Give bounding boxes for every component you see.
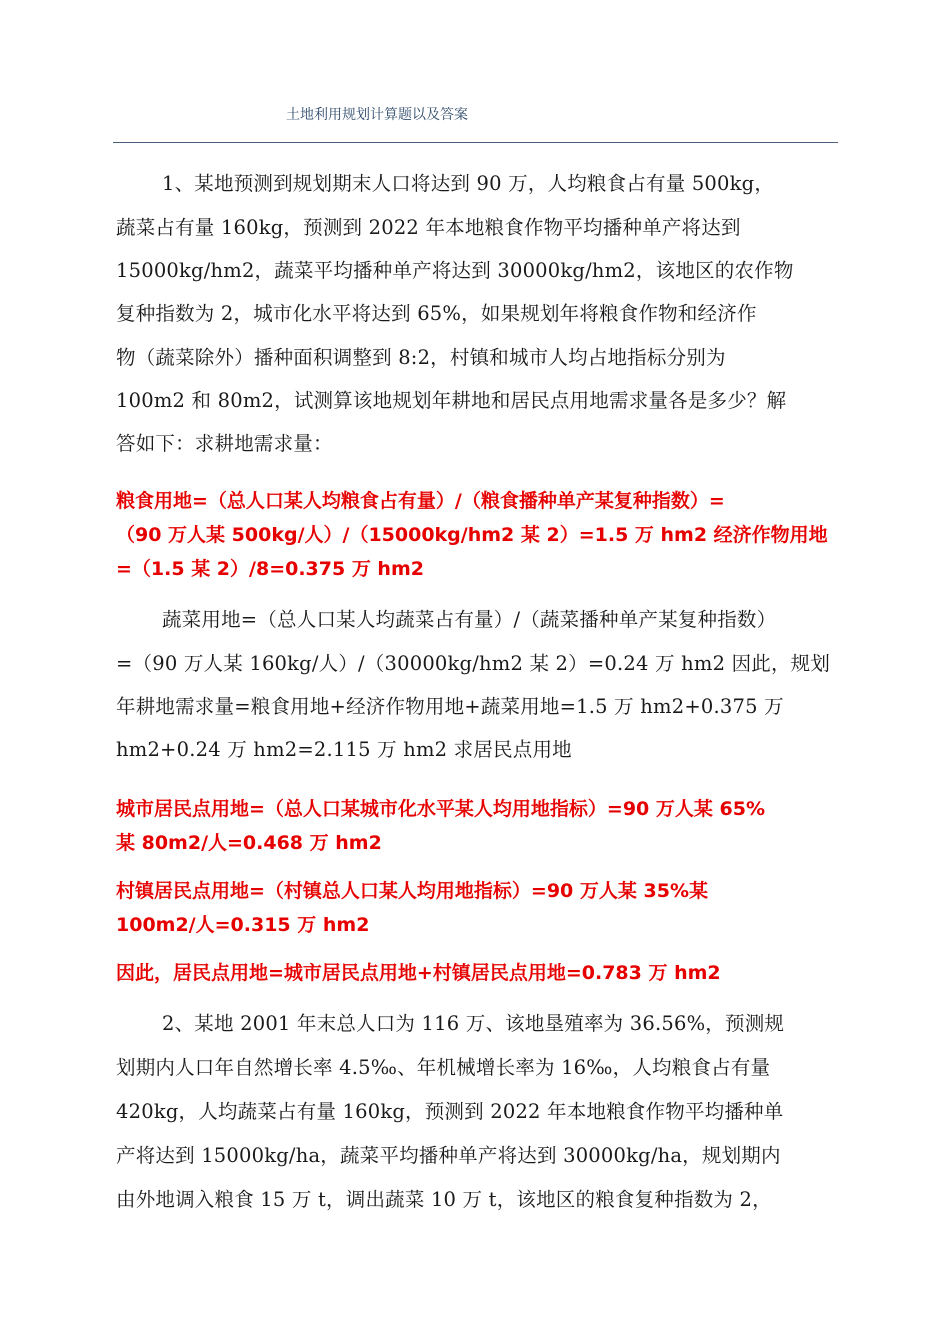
answer-line: 城市居民点用地=（总人口某城市化水平某人均用地指标）=90 万人某 65%: [116, 798, 765, 820]
question-2-line: 2、某地 2001 年末总人口为 116 万、该地垦殖率为 36.56%，预测规: [162, 1012, 785, 1035]
question-1-line: 15000kg/hm2，蔬菜平均播种单产将达到 30000kg/hm2，该地区的农作物: [116, 259, 794, 282]
question-1-line: 蔬菜占有量 160kg，预测到 2022 年本地粮食作物平均播种单产将达到: [116, 216, 741, 239]
answer-line: hm2+0.24 万 hm2=2.115 万 hm2 求居民点用地: [116, 738, 572, 761]
answer-line: 蔬菜用地=（总人口某人均蔬菜占有量）/（蔬菜播种单产某复种指数）: [162, 608, 777, 631]
answer-line: 年耕地需求量=粮食用地+经济作物用地+蔬菜用地=1.5 万 hm2+0.375 万: [116, 695, 784, 718]
answer-line: （90 万人某 500kg/人）/（15000kg/hm2 某 2）=1.5 万 hm2 经济作物用地: [116, 524, 828, 546]
document-header-title: 土地利用规划计算题以及答案: [286, 107, 468, 123]
question-1-line: 答如下：求耕地需求量：: [116, 432, 333, 455]
answer-line: 村镇居民点用地=（村镇总人口某人均用地指标）=90 万人某 35%某: [116, 880, 708, 902]
answer-line: =（1.5 某 2）/8=0.375 万 hm2: [116, 558, 424, 580]
answer-line: 因此，居民点用地=城市居民点用地+村镇居民点用地=0.783 万 hm2: [116, 962, 721, 984]
question-1-line: 1、某地预测到规划期末人口将达到 90 万，人均粮食占有量 500kg，: [162, 172, 775, 195]
question-2-line: 划期内人口年自然增长率 4.5‰、年机械增长率为 16‰，人均粮食占有量: [116, 1056, 771, 1079]
answer-line: =（90 万人某 160kg/人）/（30000kg/hm2 某 2）=0.24 万 hm2 因此，规划: [116, 652, 831, 675]
question-2-line: 由外地调入粮食 15 万 t，调出蔬菜 10 万 t，该地区的粮食复种指数为 2，: [116, 1188, 772, 1211]
question-2-line: 产将达到 15000kg/ha，蔬菜平均播种单产将达到 30000kg/ha，规划期内: [116, 1144, 781, 1167]
header-divider: [113, 142, 838, 143]
answer-line: 100m2/人=0.315 万 hm2: [116, 914, 370, 936]
question-2-line: 420kg，人均蔬菜占有量 160kg，预测到 2022 年本地粮食作物平均播种单: [116, 1100, 784, 1123]
answer-line: 粮食用地=（总人口某人均粮食占有量）/（粮食播种单产某复种指数）=: [116, 490, 725, 512]
question-1-line: 100m2 和 80m2，试测算该地规划年耕地和居民点用地需求量各是多少？解: [116, 389, 787, 412]
answer-line: 某 80m2/人=0.468 万 hm2: [116, 832, 382, 854]
question-1-line: 复种指数为 2，城市化水平将达到 65%，如果规划年将粮食作物和经济作: [116, 302, 757, 325]
question-1-line: 物（蔬菜除外）播种面积调整到 8:2，村镇和城市人均占地指标分别为: [116, 346, 726, 369]
